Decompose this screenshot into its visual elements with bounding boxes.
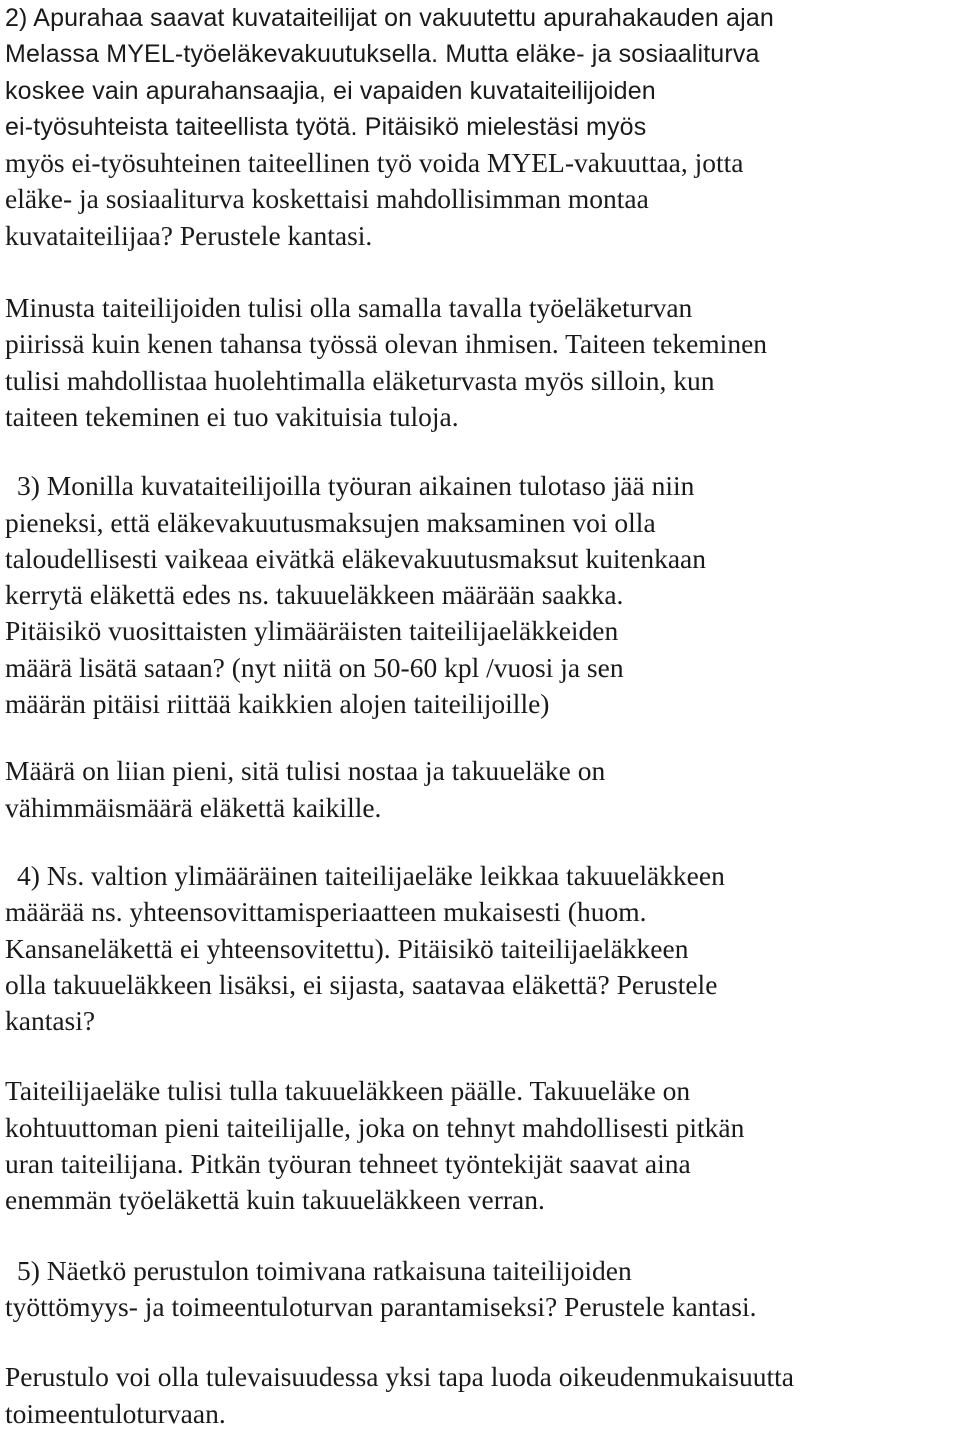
question-5-line: 5) Näetkö perustulon toimivana ratkaisuna taiteilijoiden — [17, 1254, 632, 1286]
question-3-line: kerrytä eläkettä edes ns. takuueläkkeen määrään saakka. — [5, 579, 624, 611]
question-2-line: myös ei-työsuhteinen taiteellinen työ voida MYEL-vakuuttaa, jotta — [5, 147, 744, 179]
paragraph-spacer — [5, 254, 957, 290]
question-3 — [5, 468, 957, 722]
question-3-line: taloudellisesti vaikeaa eivätkä eläkevakuutusmaksut kuitenkaan — [5, 542, 707, 574]
paragraph-spacer — [5, 435, 957, 468]
question-4-line: Kansaneläkettä ei yhteensovitettu). Pitäisikö taiteilijaeläkkeen — [5, 932, 689, 964]
question-3-line: pieneksi, että eläkevakuutusmaksujen maksaminen voi olla — [5, 506, 656, 538]
answer-5-line: toimeentuloturvaan. — [5, 1397, 226, 1429]
answer-2-line: piirissä kuin kenen tahansa työssä olevan ihmisen. Taiteen tekeminen — [5, 328, 768, 360]
question-3-line: määrä lisätä sataan? (nyt niitä on 50-60 kpl /vuosi ja sen — [5, 651, 624, 683]
question-5-line: työttömyys- ja toimeentuloturvan parantamiseksi? Perustele kantasi. — [5, 1290, 757, 1322]
paragraph-spacer — [5, 826, 957, 858]
answer-3-line: vähimmäismäärä eläkettä kaikille. — [5, 791, 382, 823]
answer-4-line: enemmän työeläkettä kuin takuueläkkeen verran. — [5, 1184, 545, 1216]
paragraph-spacer — [5, 1219, 957, 1253]
paragraph-spacer — [5, 1325, 957, 1359]
answer-2-line: taiteen tekeminen ei tuo vakituisia tuloja. — [5, 400, 459, 432]
question-4-line: olla takuueläkkeen lisäksi, ei sijasta, saatavaa eläkettä? Perustele — [5, 968, 718, 1000]
answer-4-line: uran taiteilijana. Pitkän työuran tehneet työntekijät saavat aina — [5, 1148, 691, 1180]
answer-3 — [5, 753, 957, 826]
paragraph-spacer — [5, 1039, 957, 1073]
answer-2 — [5, 290, 957, 435]
question-4-line: kantasi? — [5, 1005, 96, 1037]
question-2-line: koskee vain apurahansaajia, ei vapaiden kuvataiteilijoiden — [5, 76, 656, 105]
answer-3-line: Määrä on liian pieni, sitä tulisi nostaa ja takuueläke on — [5, 755, 606, 787]
answer-4-line: Taiteilijaeläke tulisi tulla takuueläkkeen päälle. Takuueläke on — [5, 1075, 691, 1107]
question-2-line: eläke- ja sosiaaliturva koskettaisi mahdollisimman montaa — [5, 183, 649, 215]
answer-4-line: kohtuuttoman pieni taiteilijalle, joka on tehnyt mahdollisesti pitkän — [5, 1111, 745, 1143]
answer-2-line: Minusta taiteilijoiden tulisi olla samalla tavalla työeläketurvan — [5, 292, 693, 324]
answer-5 — [5, 1359, 957, 1432]
question-3-line: Pitäisikö vuosittaisten ylimääräisten taiteilijaeläkkeiden — [5, 615, 619, 647]
question-4-line: 4) Ns. valtion ylimääräinen taiteilijaeläke leikkaa takuueläkkeen — [17, 859, 725, 891]
answer-4 — [5, 1073, 957, 1218]
paragraph-spacer — [5, 722, 957, 753]
question-5 — [5, 1253, 957, 1326]
answer-5-line: Perustulo voi olla tulevaisuudessa yksi tapa luoda oikeudenmukaisuutta — [5, 1361, 794, 1393]
question-3-line: määrän pitäisi riittää kaikkien alojen taiteilijoille) — [5, 688, 550, 720]
question-2 — [5, 0, 957, 254]
question-4-line: määrää ns. yhteensovittamisperiaatteen mukaisesti (huom. — [5, 896, 647, 928]
question-2-line: 2) Apurahaa saavat kuvataiteilijat on vakuutettu apurahakauden ajan — [5, 4, 774, 32]
question-3-line: 3) Monilla kuvataiteilijoilla työuran aikainen tulotaso jää niin — [17, 470, 695, 502]
answer-2-line: tulisi mahdollistaa huolehtimalla eläketurvasta myös silloin, kun — [5, 364, 715, 396]
question-2-line: ei-työsuhteista taiteellista työtä. Pitäisikö mielestäsi myös — [5, 112, 647, 141]
question-2-line: Melassa MYEL-työeläkevakuutuksella. Mutta eläke- ja sosiaaliturva — [5, 40, 760, 69]
question-4 — [5, 858, 957, 1039]
question-2-line: kuvataiteilijaa? Perustele kantasi. — [5, 219, 373, 251]
document-page — [5, 0, 957, 1432]
